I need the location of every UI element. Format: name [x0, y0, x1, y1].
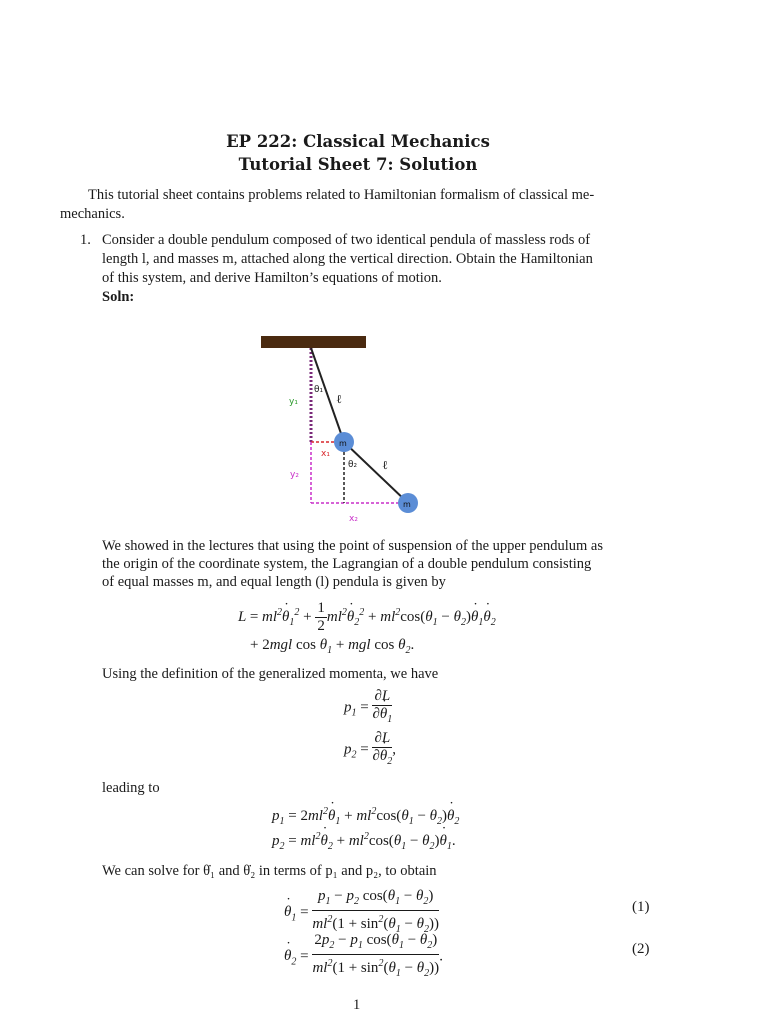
- problem-line1: Consider a double pendulum composed of two identical pendula of massless rods of: [102, 232, 591, 248]
- p1-definition: $p_1$ = $\frac{\partial L}{\partial˙ \theta_1}$: [344, 688, 392, 728]
- problem-line3: of this system, and derive Hamilton’s equations of motion.: [102, 270, 442, 286]
- lagrangian-intro-line2: the origin of the coordinate system, the Lagrangian of a double pendulum consisting: [102, 556, 592, 572]
- p2-expression: $p_2$ = $ml^2˙$ $\theta_2 + ml^2\cos(\theta_1$ − $\theta_2)˙$ $\theta_1$.: [272, 831, 456, 852]
- label-theta1: θ₁: [314, 385, 324, 395]
- label-mass1: m: [339, 439, 347, 448]
- label-ell1: ℓ: [336, 392, 342, 406]
- soln-label: Soln:: [102, 289, 135, 305]
- page-number: 1: [353, 997, 361, 1013]
- paper-title-line2: Tutorial Sheet 7: Solution: [238, 155, 478, 174]
- problem-number: 1.: [80, 232, 91, 248]
- equation-number-1: (1): [632, 899, 650, 915]
- equation-number-2: (2): [632, 941, 650, 957]
- leading-to: leading to: [102, 780, 160, 796]
- problem-line2: length l, and masses m, attached along the vertical direction. Obtain the Hamiltonian: [102, 251, 593, 267]
- lagrangian-intro-line1: We showed in the lectures that using the point of suspension of the upper pendulum as: [102, 538, 604, 554]
- paper-title-line1: EP 222: Classical Mechanics: [226, 132, 490, 151]
- lagrangian-intro-line3: of equal masses m, and equal length (l) pendula is given by: [102, 574, 446, 590]
- intro-line2: mechanics.: [60, 206, 125, 222]
- label-x1: x₁: [321, 449, 330, 459]
- double-pendulum-diagram: [250, 330, 450, 530]
- intro-line1: This tutorial sheet contains problems related to Hamiltonian formalism of classical me-: [88, 187, 595, 203]
- rod-2: [344, 442, 408, 503]
- lagrangian-equation-line2: + 2mgl $\cos \theta_1$ + mgl $\cos \theta_2$.: [250, 637, 415, 656]
- theta2-dot-solution: ˙ $\theta_2$ = $\frac{2p_2 - p_1 \cos(\theta_1 - \theta_2)}{ml^2(1 + \sin^2(\theta_1 - \theta_2))}$ .: [284, 932, 443, 982]
- label-x2: x₂: [349, 514, 358, 524]
- p1-expression: $p_1$ = $2ml^2˙$ $\theta_1 + ml^2\cos(\theta_1$ − $\theta_2)˙$ $\theta_2$: [272, 806, 459, 827]
- theta1-dot-solution: ˙ $\theta_1$ = $\frac{p_1 - p_2 \cos(\theta_1 - \theta_2)}{ml^2(1 + \sin^2(\theta_1 - \theta_2))}$: [284, 888, 439, 938]
- label-y1: y₁: [289, 397, 298, 407]
- lagrangian-equation-line1: $L = ml^2˙$ $\theta_1^2$ + $\frac{1}{2}$ $ml^2˙$ $\theta_2^2 + ml^2\cos(\theta_1$ − $\theta_2)˙$ $\theta_1˙$ $\theta_2$: [238, 600, 496, 635]
- label-y2: y₂: [290, 470, 299, 480]
- ceiling-bar: [261, 336, 366, 348]
- momenta-intro: Using the definition of the generalized momenta, we have: [102, 666, 439, 682]
- label-ell2: ℓ: [382, 458, 388, 472]
- solve-for-text: We can solve for θ̇₁ and θ̇₂ in terms of p₁ and p₂, to obtain: [102, 863, 437, 879]
- p2-definition: $p_2$ = $\frac{\partial L}{\partial˙ \theta_2}$ ,: [344, 730, 396, 770]
- label-theta2: θ₂: [348, 460, 358, 470]
- label-mass2: m: [403, 500, 411, 509]
